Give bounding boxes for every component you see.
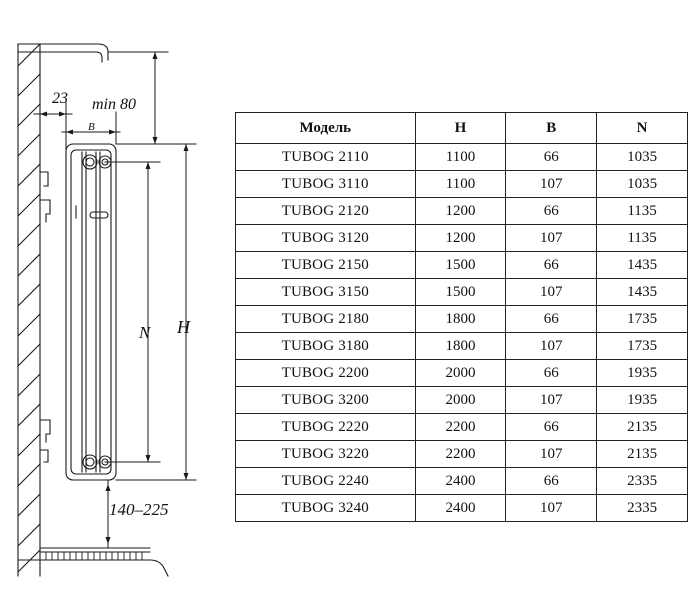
cell-b: 107	[506, 495, 597, 522]
cell-n: 1135	[597, 225, 688, 252]
dimension-label-floor-gap: 140–225	[109, 500, 169, 519]
cell-h: 2000	[415, 387, 506, 414]
cell-b: 66	[506, 360, 597, 387]
cell-model: TUBOG 3110	[236, 171, 416, 198]
cell-model: TUBOG 2200	[236, 360, 416, 387]
cell-h: 1100	[415, 171, 506, 198]
cell-n: 2135	[597, 414, 688, 441]
table-row	[236, 252, 688, 279]
dimension-label-b: B	[88, 121, 95, 133]
dimension-label-n: N	[139, 323, 151, 342]
table-row	[236, 387, 688, 414]
cell-model: TUBOG 3220	[236, 441, 416, 468]
dimension-label-23: 23	[52, 90, 68, 107]
cell-h: 2200	[415, 414, 506, 441]
cell-n: 2335	[597, 495, 688, 522]
cell-h: 1200	[415, 198, 506, 225]
cell-b: 66	[506, 144, 597, 171]
column-header-h: H	[415, 113, 506, 144]
table-row	[236, 144, 688, 171]
table-row	[236, 360, 688, 387]
cell-n: 1435	[597, 252, 688, 279]
cell-b: 66	[506, 306, 597, 333]
cell-model: TUBOG 3120	[236, 225, 416, 252]
cell-h: 1800	[415, 333, 506, 360]
wall-section	[18, 44, 40, 576]
cell-n: 1035	[597, 144, 688, 171]
cell-h: 1200	[415, 225, 506, 252]
cell-model: TUBOG 2120	[236, 198, 416, 225]
specification-table	[235, 112, 688, 522]
cell-n: 1735	[597, 333, 688, 360]
cell-b: 107	[506, 333, 597, 360]
cell-b: 66	[506, 414, 597, 441]
column-header-b: B	[506, 113, 597, 144]
table-row	[236, 171, 688, 198]
cell-n: 1435	[597, 279, 688, 306]
cell-h: 2000	[415, 360, 506, 387]
table-row	[236, 441, 688, 468]
cell-b: 107	[506, 441, 597, 468]
table-row	[236, 279, 688, 306]
cell-model: TUBOG 2180	[236, 306, 416, 333]
column-header-model: Модель	[236, 113, 416, 144]
drawing-canvas	[0, 0, 240, 613]
cell-b: 107	[506, 171, 597, 198]
cell-n: 1035	[597, 171, 688, 198]
dimension-label-min-80: min 80	[92, 96, 136, 113]
cell-n: 1935	[597, 360, 688, 387]
cell-b: 107	[506, 225, 597, 252]
cell-b: 66	[506, 198, 597, 225]
cell-model: TUBOG 3180	[236, 333, 416, 360]
table-row	[236, 414, 688, 441]
dimension-h	[116, 144, 196, 480]
cell-model: TUBOG 2220	[236, 414, 416, 441]
cell-h: 2400	[415, 495, 506, 522]
radiator-body	[66, 144, 116, 480]
cell-h: 1500	[415, 252, 506, 279]
cell-b: 66	[506, 252, 597, 279]
cell-n: 2335	[597, 468, 688, 495]
dimension-n	[105, 162, 160, 462]
wall-brackets	[40, 172, 50, 462]
dimension-label-h: H	[177, 317, 190, 337]
cell-n: 1135	[597, 198, 688, 225]
table-row	[236, 306, 688, 333]
table-row	[236, 333, 688, 360]
column-header-n: N	[597, 113, 688, 144]
cell-model: TUBOG 3200	[236, 387, 416, 414]
cell-model: TUBOG 2110	[236, 144, 416, 171]
cell-h: 2400	[415, 468, 506, 495]
cell-h: 1800	[415, 306, 506, 333]
cell-b: 107	[506, 387, 597, 414]
cell-n: 1935	[597, 387, 688, 414]
cell-model: TUBOG 2150	[236, 252, 416, 279]
radiator-mounting-drawing	[0, 0, 240, 613]
cell-model: TUBOG 3150	[236, 279, 416, 306]
table-row	[236, 468, 688, 495]
cell-model: TUBOG 3240	[236, 495, 416, 522]
cell-model: TUBOG 2240	[236, 468, 416, 495]
cell-h: 1100	[415, 144, 506, 171]
cell-h: 2200	[415, 441, 506, 468]
cell-n: 1735	[597, 306, 688, 333]
table-row	[236, 495, 688, 522]
cell-n: 2135	[597, 441, 688, 468]
cell-b: 66	[506, 468, 597, 495]
table-row	[236, 225, 688, 252]
table-row	[236, 198, 688, 225]
cell-h: 1500	[415, 279, 506, 306]
table-header-row	[236, 113, 688, 144]
cell-b: 107	[506, 279, 597, 306]
